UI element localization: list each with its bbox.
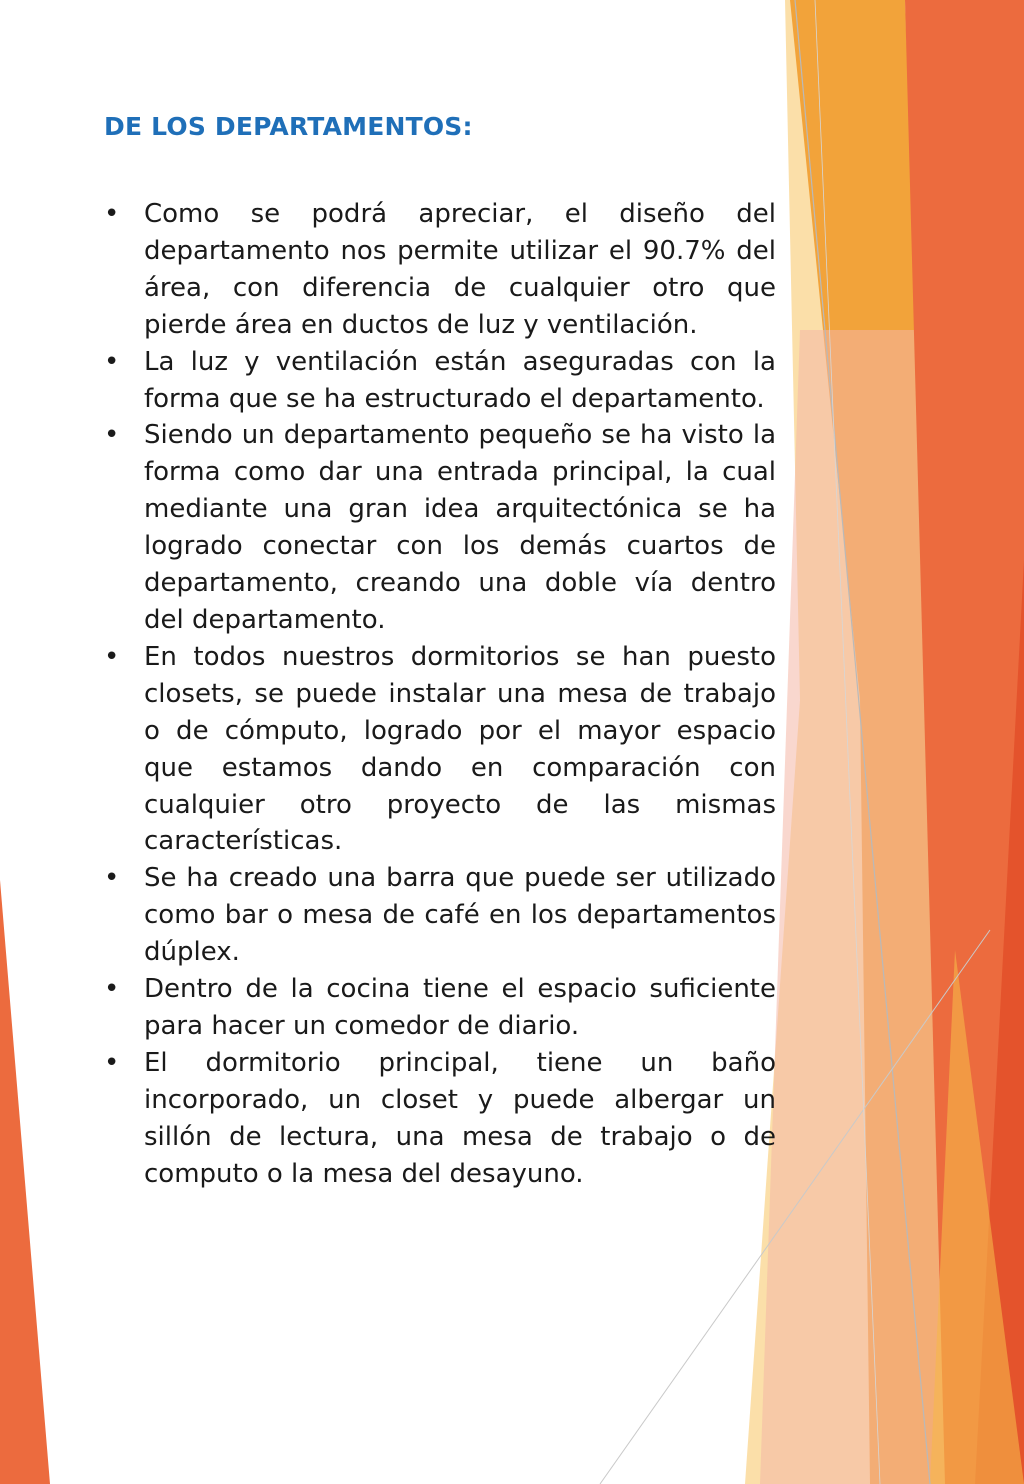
bullet-item <box>104 196 776 344</box>
bullet-text: Dentro de la cocina tiene el espacio suficiente para hacer un comedor de diario. <box>144 974 776 1041</box>
bullet-text: En todos nuestros dormitorios se han puesto closets, se puede instalar una mesa de trabajo o de cómputo, logrado por el mayor espacio que estamos dando en comparación con cualquier otro proyecto de las mismas características. <box>144 641 776 857</box>
bullet-glyph: • <box>104 863 120 894</box>
bullet-glyph: • <box>104 1047 120 1078</box>
bullet-text: Se ha creado una barra que puede ser utilizado como bar o mesa de café en los departamentos dúplex. <box>144 863 776 968</box>
bullet-item <box>104 860 776 971</box>
bullet-glyph: • <box>104 420 120 451</box>
bullet-glyph: • <box>104 199 120 229</box>
bullet-glyph: • <box>104 641 120 672</box>
main-content <box>104 108 776 1192</box>
bullet-text: Siendo un departamento pequeño se ha visto la forma como dar una entrada principal, la cual mediante una gran idea arquitectónica se ha logrado conectar con los demás cuartos de departamento, creando una doble vía dentro del departamento. <box>144 420 776 635</box>
bullet-glyph: • <box>104 974 120 1005</box>
bullet-text: La luz y ventilación están aseguradas con la forma que se ha estructurado el departamento. <box>144 346 776 414</box>
page-heading: DE LOS DEPARTAMENTOS: <box>104 112 473 141</box>
bullet-item <box>104 1045 776 1193</box>
bullet-list <box>104 196 776 1192</box>
bullet-item <box>104 344 776 418</box>
bullet-item <box>104 971 776 1045</box>
bullet-item <box>104 417 776 638</box>
left-orange-wedge <box>0 880 50 1484</box>
bullet-text: Como se podrá apreciar, el diseño del departamento nos permite utilizar el 90.7% del área, con diferencia de cualquier otro que pierde área en ductos de luz y ventilación. <box>144 199 776 340</box>
bullet-glyph: • <box>104 346 120 377</box>
bullet-text: El dormitorio principal, tiene un baño incorporado, un closet y puede albergar un sillón de lectura, una mesa de trabajo o de computo o la mesa del desayuno. <box>144 1047 776 1189</box>
bullet-item <box>104 639 776 860</box>
